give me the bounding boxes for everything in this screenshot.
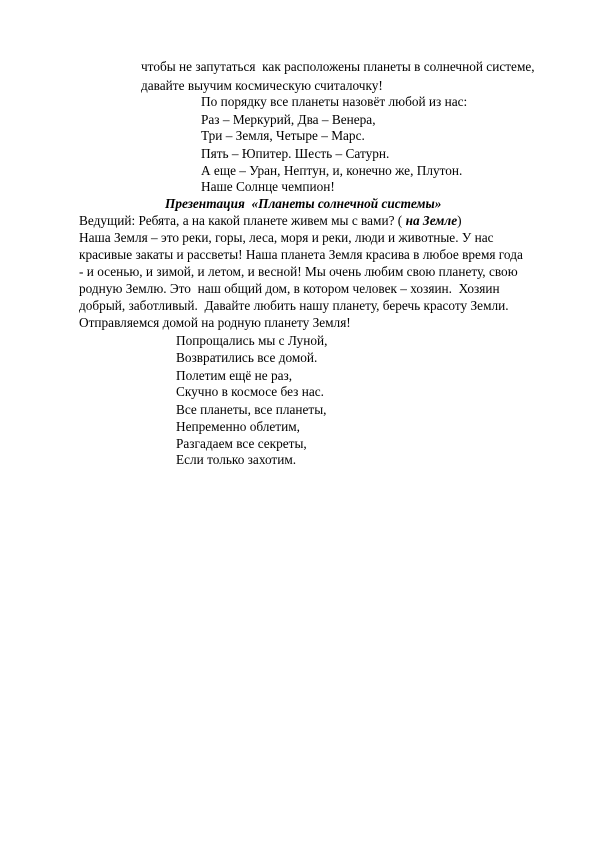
intro-line: давайте выучим космическую считалочку! [141,78,383,93]
leader-question-text: Ведущий: Ребята, а на какой планете живем мы с вами? ( [79,213,403,228]
paragraph-line: красивые закаты и рассветы! Наша планета Земля красива в любое время года [79,247,523,262]
paragraph-line: Отправляемся домой на родную планету Земля! [79,315,351,330]
section-heading: Презентация «Планеты солнечной системы» [165,196,442,211]
poem-line: Пять – Юпитер. Шесть – Сатурн. [201,146,390,161]
leader-answer: на Земле [402,213,458,228]
poem-line: Все планеты, все планеты, [176,402,327,417]
paragraph-line: добрый, заботливый. Давайте любить нашу планету, беречь красоту Земли. [79,298,509,313]
poem-line: Непременно облетим, [176,419,300,434]
poem-line: Разгадаем все секреты, [176,436,307,451]
poem-line: По порядку все планеты назовёт любой из нас: [201,94,468,109]
poem-line: Возвратились все домой. [176,350,318,365]
poem-line: Скучно в космосе без нас. [176,384,324,399]
poem-line: Если только захотим. [176,452,297,467]
poem-line: Наше Солнце чемпион! [201,179,335,194]
poem-line: Попрощались мы с Луной, [176,333,328,348]
intro-line: чтобы не запутаться как расположены планеты в солнечной системе, [141,59,535,74]
leader-close: ) [457,213,462,228]
poem-line: А еще – Уран, Нептун, и, конечно же, Плутон. [201,163,463,178]
leader-question [79,213,462,229]
paragraph-line: Наша Земля – это реки, горы, леса, моря и реки, люди и животные. У нас [79,230,494,245]
paragraph-line: - и осенью, и зимой, и летом, и весной! Мы очень любим свою планету, свою [79,264,518,279]
poem-line: Полетим ещё не раз, [176,368,293,383]
poem-line: Три – Земля, Четыре – Марс. [201,128,365,143]
poem-line: Раз – Меркурий, Два – Венера, [201,112,376,127]
paragraph-line: родную Землю. Это наш общий дом, в котором человек – хозяин. Хозяин [79,281,500,296]
